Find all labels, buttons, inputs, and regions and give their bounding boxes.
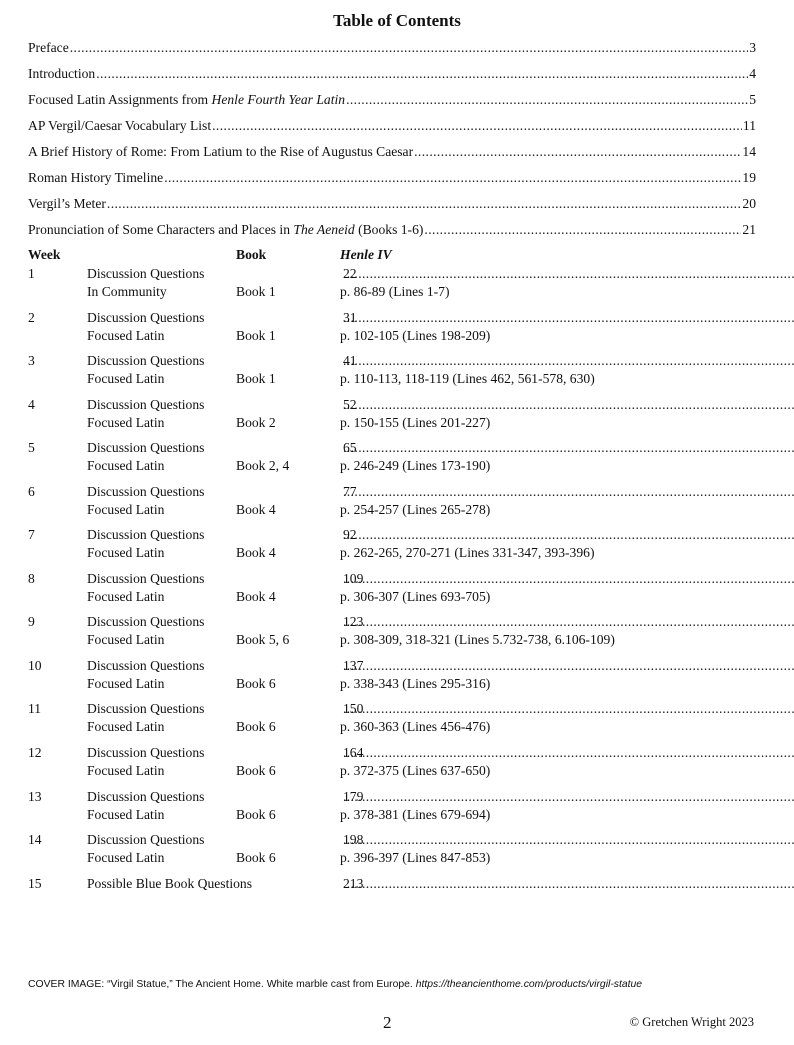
week-row-final[interactable]	[28, 875, 756, 893]
toc-page: 3	[749, 40, 756, 55]
week-discussion: Discussion Questions	[87, 440, 205, 455]
week-henle-ref: p. 246-249 (Lines 173-190)	[340, 458, 491, 473]
week-number: 12	[28, 745, 42, 760]
page-title: Table of Contents	[333, 11, 461, 30]
week-table-header	[28, 247, 756, 265]
dot-leader	[343, 396, 794, 414]
dot-leader	[343, 265, 794, 283]
week-discussion: Discussion Questions	[87, 484, 205, 499]
dot-leader	[343, 570, 794, 588]
week-henle-ref: p. 262-265, 270-271 (Lines 331-347, 393-396)	[340, 545, 595, 560]
week-row[interactable]	[28, 526, 756, 562]
week-row[interactable]	[28, 788, 756, 824]
toc-page: 4	[749, 66, 756, 81]
dot-leader	[343, 439, 794, 457]
week-discussion: Discussion Questions	[87, 701, 205, 716]
week-row[interactable]	[28, 352, 756, 388]
week-type: Focused Latin	[87, 763, 165, 778]
week-number: 2	[28, 310, 35, 325]
week-book: Book 6	[236, 807, 276, 822]
week-discussion: Discussion Questions	[87, 614, 205, 629]
dot-leader	[70, 39, 748, 57]
week-page: 65	[343, 440, 357, 455]
toc-label: Preface	[28, 40, 69, 55]
week-henle-ref: p. 308-309, 318-321 (Lines 5.732-738, 6.106-109)	[340, 632, 615, 647]
week-row[interactable]	[28, 831, 756, 867]
toc-page: 21	[742, 222, 756, 237]
week-page: 123	[343, 614, 364, 629]
dot-leader	[343, 309, 794, 327]
week-page: 41	[343, 353, 357, 368]
week-type: Focused Latin	[87, 850, 165, 865]
week-discussion: Possible Blue Book Questions	[87, 876, 253, 891]
week-page: 213	[343, 876, 364, 891]
week-discussion: Discussion Questions	[87, 266, 205, 281]
week-henle-ref: p. 86-89 (Lines 1-7)	[340, 284, 450, 299]
week-type: Focused Latin	[87, 676, 165, 691]
week-henle-ref: p. 360-363 (Lines 456-476)	[340, 719, 491, 734]
dot-leader	[424, 221, 741, 239]
week-type: Focused Latin	[87, 415, 165, 430]
week-page: 92	[343, 527, 357, 542]
page-number: 2	[383, 1013, 392, 1032]
book-column-header: Book	[236, 247, 267, 262]
toc-label: Vergil’s Meter	[28, 196, 106, 211]
week-row[interactable]	[28, 265, 756, 301]
dot-leader	[343, 352, 794, 370]
dot-leader	[343, 657, 794, 675]
week-henle-ref: p. 306-307 (Lines 693-705)	[340, 589, 491, 604]
toc-line-preface[interactable]	[28, 39, 756, 57]
dot-leader	[414, 143, 741, 161]
dot-leader	[343, 613, 794, 631]
toc-page: 20	[742, 196, 756, 211]
week-type: Focused Latin	[87, 589, 165, 604]
week-page: 77	[343, 484, 357, 499]
week-book: Book 6	[236, 719, 276, 734]
week-type: Focused Latin	[87, 719, 165, 734]
week-discussion: Discussion Questions	[87, 527, 205, 542]
week-henle-ref: p. 150-155 (Lines 201-227)	[340, 415, 491, 430]
week-book: Book 1	[236, 328, 276, 343]
week-page: 150	[343, 701, 364, 716]
week-henle-ref: p. 110-113, 118-119 (Lines 462, 561-578, 630)	[340, 371, 595, 386]
henle-column-header: Henle IV	[340, 247, 392, 262]
week-book: Book 6	[236, 850, 276, 865]
week-henle-ref: p. 372-375 (Lines 637-650)	[340, 763, 491, 778]
week-book: Book 2, 4	[236, 458, 290, 473]
week-page: 52	[343, 397, 357, 412]
week-type: Focused Latin	[87, 807, 165, 822]
week-number: 10	[28, 658, 42, 673]
week-discussion: Discussion Questions	[87, 745, 205, 760]
week-book: Book 4	[236, 545, 276, 560]
week-number: 15	[28, 876, 42, 891]
week-page: 31	[343, 310, 357, 325]
week-henle-ref: p. 338-343 (Lines 295-316)	[340, 676, 491, 691]
week-number: 8	[28, 571, 35, 586]
week-book: Book 6	[236, 763, 276, 778]
week-type: In Community	[87, 284, 167, 299]
toc-label: Pronunciation of Some Characters and Places in The Aeneid (Books 1-6)	[28, 222, 424, 237]
week-column-header: Week	[28, 247, 61, 262]
toc-line-focused-latin-assignments[interactable]	[28, 91, 756, 109]
week-row[interactable]	[28, 744, 756, 780]
week-henle-ref: p. 396-397 (Lines 847-853)	[340, 850, 491, 865]
week-number: 13	[28, 789, 42, 804]
toc-line-pronunciation[interactable]	[28, 221, 756, 239]
dot-leader	[212, 117, 742, 135]
cover-credit-text: COVER IMAGE: “Virgil Statue,” The Ancient Home. White marble cast from Europe.	[28, 979, 416, 990]
toc-label: A Brief History of Rome: From Latium to the Rise of Augustus Caesar	[28, 144, 414, 159]
week-row[interactable]	[28, 396, 756, 432]
toc-line-vergils-meter[interactable]	[28, 195, 756, 213]
week-page: 137	[343, 658, 364, 673]
week-book: Book 5, 6	[236, 632, 290, 647]
week-row[interactable]	[28, 309, 756, 345]
week-row[interactable]	[28, 613, 756, 649]
dot-leader	[343, 483, 794, 501]
dot-leader	[343, 831, 794, 849]
week-number: 11	[28, 701, 42, 716]
copyright: © Gretchen Wright 2023	[629, 1015, 754, 1029]
week-discussion: Discussion Questions	[87, 571, 205, 586]
week-type: Focused Latin	[87, 371, 165, 386]
week-row[interactable]	[28, 570, 756, 606]
week-discussion: Discussion Questions	[87, 353, 205, 368]
week-number: 4	[28, 397, 35, 412]
toc-page: 11	[742, 118, 756, 133]
week-number: 14	[28, 832, 42, 847]
toc-label: Focused Latin Assignments from Henle Fourth Year Latin	[28, 92, 346, 107]
week-type: Focused Latin	[87, 545, 165, 560]
dot-leader	[343, 875, 794, 893]
week-book: Book 4	[236, 589, 276, 604]
week-row[interactable]	[28, 657, 756, 693]
week-number: 3	[28, 353, 35, 368]
dot-leader	[343, 526, 794, 544]
dot-leader	[96, 65, 748, 83]
week-discussion: Discussion Questions	[87, 832, 205, 847]
week-page: 179	[343, 789, 364, 804]
week-book: Book 2	[236, 415, 276, 430]
week-book: Book 6	[236, 676, 276, 691]
week-row[interactable]	[28, 439, 756, 475]
dot-leader	[343, 700, 794, 718]
week-book: Book 1	[236, 371, 276, 386]
toc-label: Roman History Timeline	[28, 170, 164, 185]
week-number: 5	[28, 440, 35, 455]
week-number: 7	[28, 527, 35, 542]
dot-leader	[343, 788, 794, 806]
toc-line-vocabulary-list[interactable]	[28, 117, 756, 135]
week-henle-ref: p. 102-105 (Lines 198-209)	[340, 328, 491, 343]
dot-leader	[164, 169, 741, 187]
week-discussion: Discussion Questions	[87, 397, 205, 412]
week-henle-ref: p. 378-381 (Lines 679-694)	[340, 807, 491, 822]
toc-line-history-timeline[interactable]	[28, 169, 756, 187]
toc-label: Introduction	[28, 66, 96, 81]
week-number: 9	[28, 614, 35, 629]
week-discussion: Discussion Questions	[87, 658, 205, 673]
week-page: 22	[343, 266, 357, 281]
week-discussion: Discussion Questions	[87, 789, 205, 804]
week-henle-ref: p. 254-257 (Lines 265-278)	[340, 502, 491, 517]
dot-leader	[346, 91, 748, 109]
toc-page: 5	[749, 92, 756, 107]
week-row[interactable]	[28, 483, 756, 519]
dot-leader	[343, 744, 794, 762]
dot-leader	[107, 195, 742, 213]
week-type: Focused Latin	[87, 502, 165, 517]
week-page: 198	[343, 832, 364, 847]
toc-label: AP Vergil/Caesar Vocabulary List	[28, 118, 212, 133]
toc-line-introduction[interactable]	[28, 65, 756, 83]
toc-page: 19	[742, 170, 756, 185]
week-discussion: Discussion Questions	[87, 310, 205, 325]
toc-page: 14	[742, 144, 756, 159]
week-type: Focused Latin	[87, 328, 165, 343]
toc-line-history-of-rome[interactable]	[28, 143, 756, 161]
week-page: 109	[343, 571, 364, 586]
week-type: Focused Latin	[87, 458, 165, 473]
week-book: Book 1	[236, 284, 276, 299]
week-book: Book 4	[236, 502, 276, 517]
week-number: 6	[28, 484, 35, 499]
week-number: 1	[28, 266, 35, 281]
cover-image-credit	[28, 979, 642, 990]
cover-credit-url[interactable]: https://theancienthome.com/products/virgil-statue	[415, 979, 643, 990]
week-type: Focused Latin	[87, 632, 165, 647]
week-row[interactable]	[28, 700, 756, 736]
week-page: 164	[343, 745, 364, 760]
